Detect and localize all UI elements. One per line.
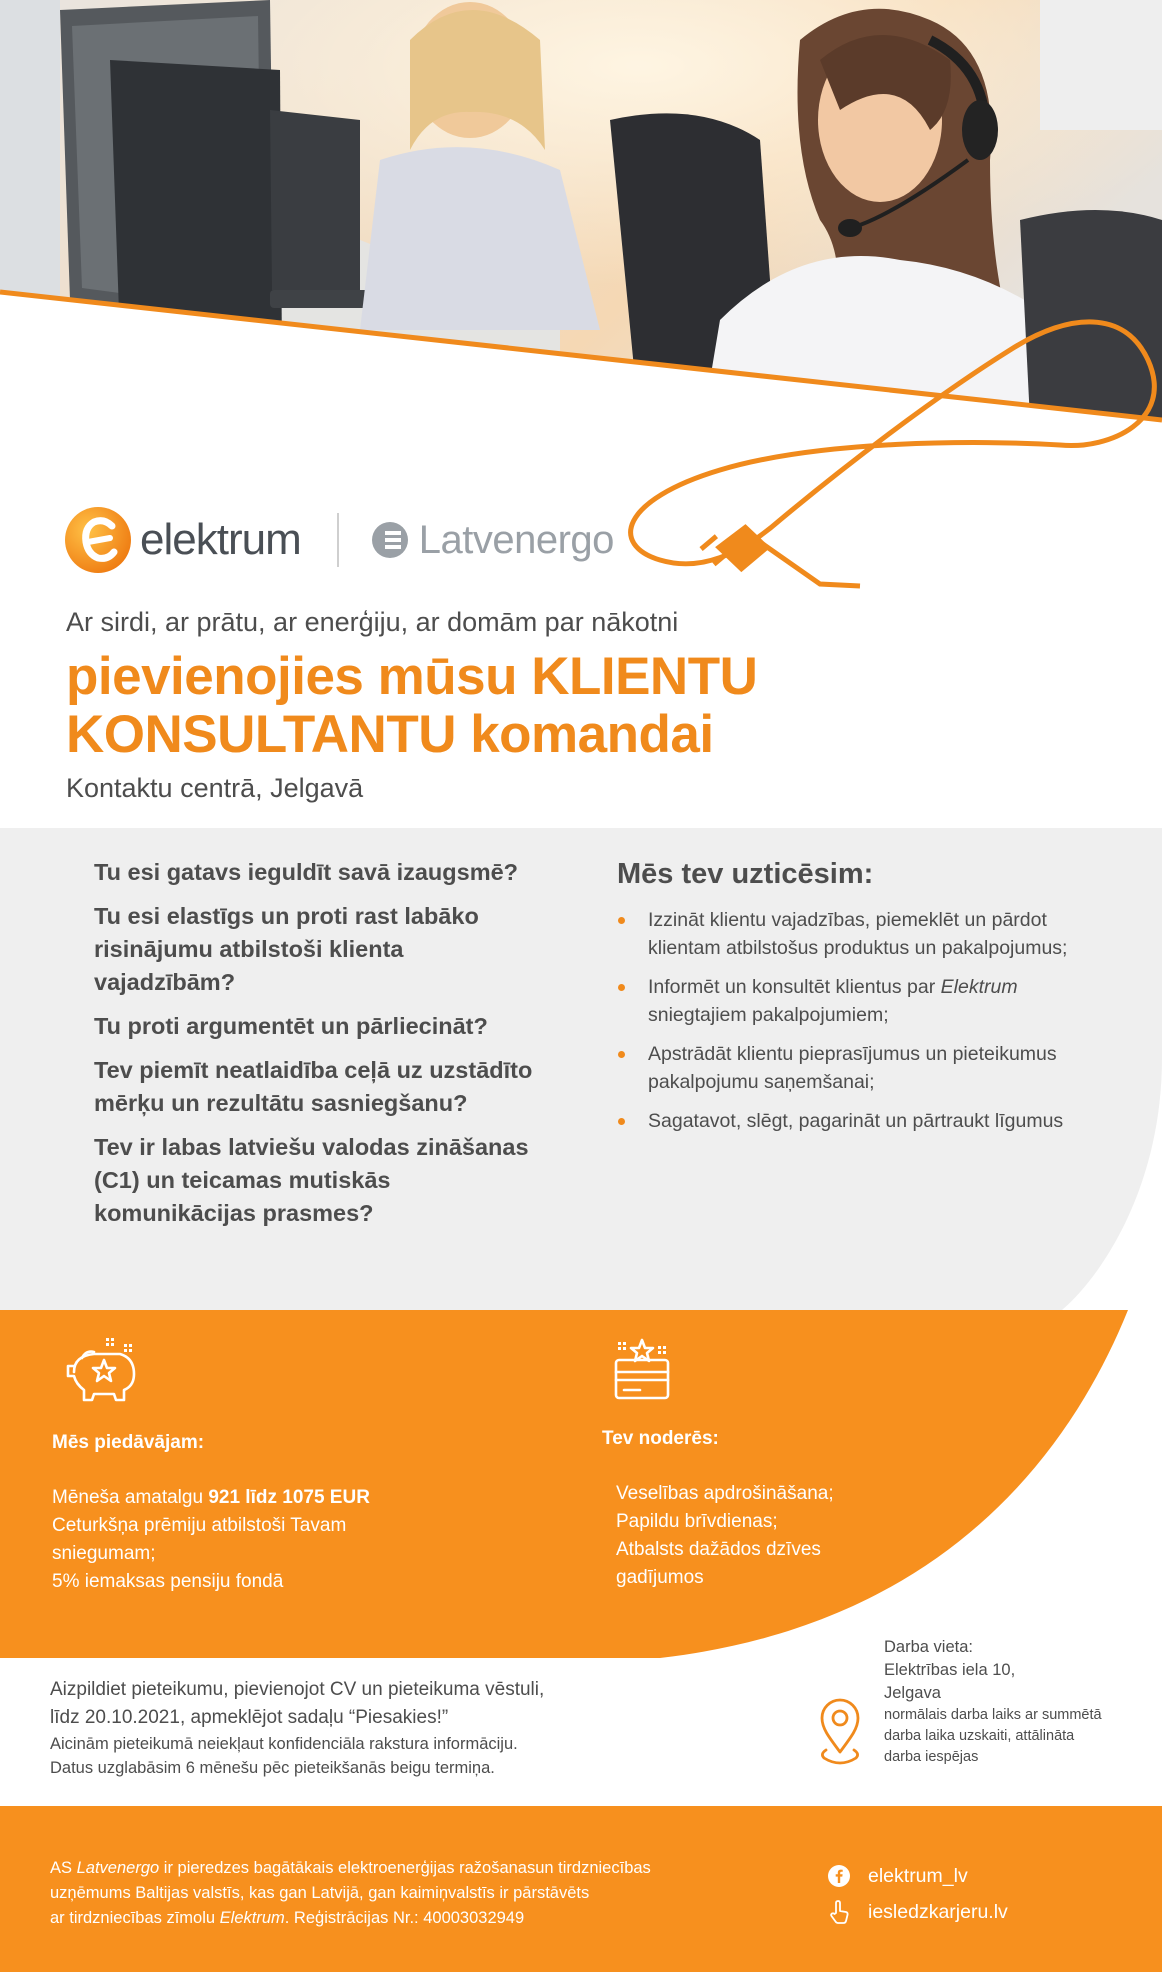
perk-line: gadījumos: [616, 1567, 704, 1588]
plug-icon: [699, 520, 770, 575]
job-location: Kontaktu centrā, Jelgavā: [66, 773, 364, 803]
footer-text: ir pieredzes bagātākais elektroenerģijas ražošanasun tirdzniecības: [159, 1859, 651, 1877]
title-line-2: KONSULTANTU komandai: [66, 705, 714, 764]
facebook-icon: [826, 1863, 852, 1889]
duty-item: Apstrādāt klientu pieprasījumus un pieteikumus pakalpojumu saņemšanai;: [617, 1040, 1097, 1096]
career-site-link[interactable]: [826, 1894, 1146, 1930]
piggy-bank-icon: [64, 1336, 144, 1408]
question-item: Tu esi elastīgs un proti rast labāko risinājumu atbilstoši klienta vajadzībām?: [94, 903, 479, 995]
question-item: Tu esi gatavs ieguldīt savā izaugsmē?: [94, 859, 519, 885]
elektrum-logo-text: elektrum: [140, 515, 301, 564]
offer-title: Mēs piedāvājam:: [52, 1432, 205, 1453]
footer-text: ar tirdzniecības zīmolu: [50, 1909, 220, 1927]
perks-title: Tev noderēs:: [602, 1428, 719, 1449]
facebook-link[interactable]: [826, 1858, 1146, 1894]
question-item: Tev piemīt neatlaidība ceļā uz uzstādīto mērķu un rezultātu sasniegšanu?: [94, 1057, 533, 1116]
facebook-handle: elektrum_lv: [868, 1864, 968, 1887]
workplace-note: darba laika uzskaiti, attālināta: [884, 1728, 1075, 1744]
perk-line: Papildu brīvdienas;: [616, 1511, 778, 1532]
workplace-note: normālais darba laiks ar summētā: [884, 1707, 1102, 1723]
perks-list: [616, 1480, 996, 1592]
latvenergo-logo-text: Latvenergo: [418, 517, 614, 562]
footer-about-line: [50, 1856, 770, 1881]
benefits-section: [0, 1310, 1162, 1658]
location-pin-icon: [818, 1698, 862, 1766]
workplace-address: Elektrības iela 10,: [884, 1661, 1016, 1679]
footer-about-line: uzņēmums Baltijas valstīs, kas gan Latvijā, gan kaimiņvalstīs ir pārstāvēts: [50, 1884, 590, 1902]
offer-line: Ceturkšņa prēmiju atbilstoši Tavam: [52, 1515, 347, 1536]
perk-line: Atbalsts dažādos dzīves: [616, 1539, 821, 1560]
duty-text: sniegtajiem pakalpojumiem;: [648, 1004, 889, 1026]
footer-text: . Reģistrācijas Nr.: 40003032949: [284, 1909, 525, 1927]
duties-title: Mēs tev uzticēsim:: [617, 858, 874, 890]
footer-company: Latvenergo: [76, 1859, 160, 1877]
offer-salary: [52, 1484, 472, 1512]
apply-note: Datus uzglabāsim 6 mēnešu pēc pieteikšanās beigu termiņa.: [50, 1759, 495, 1777]
offer-list: [52, 1484, 472, 1596]
workplace-city: Jelgava: [884, 1684, 941, 1702]
benefit-card-icon: [612, 1336, 672, 1402]
elektrum-logo-icon: [64, 506, 132, 574]
elektrum-logo: [64, 506, 301, 574]
apply-note: Aicinām pieteikumā neiekļaut konfidenciāla rakstura informāciju.: [50, 1735, 518, 1753]
title-line-1: pievienojies mūsu KLIENTU: [66, 647, 758, 706]
offer-salary-prefix: Mēneša amatalgu: [52, 1487, 209, 1508]
duty-item: Sagatavot, slēgt, pagarināt un pārtraukt līgumus: [617, 1107, 1097, 1135]
apply-line: Aizpildiet pieteikumu, pievienojot CV un pieteikuma vēstuli,: [50, 1679, 545, 1700]
latvenergo-logo: [371, 518, 614, 563]
footer-about-line: [50, 1906, 770, 1931]
offer-line: sniegumam;: [52, 1543, 156, 1564]
duty-item: Izzināt klientu vajadzības, piemeklēt un pārdot klientam atbilstošus produktus un pakalpojumus;: [617, 906, 1097, 962]
workplace-note: darba iespējas: [884, 1749, 979, 1765]
latvenergo-logo-icon: [371, 521, 409, 559]
logo-divider: [337, 513, 339, 567]
apply-instructions: [50, 1676, 610, 1780]
footer-text: AS: [50, 1859, 77, 1877]
apply-line: līdz 20.10.2021, apmeklējot sadaļu “Piesakies!”: [50, 1707, 449, 1728]
career-site-url: iesledzkarjeru.lv: [868, 1900, 1008, 1923]
offer-salary-value: 921 līdz 1075 EUR: [208, 1487, 370, 1508]
question-item: Tev ir labas latviešu valodas zināšanas (C1) un teicamas mutiskās komunikācijas prasmes?: [94, 1134, 529, 1226]
page-title: [66, 648, 966, 764]
perk-line: Veselības apdrošināšana;: [616, 1483, 834, 1504]
footer-about: [50, 1856, 770, 1931]
offer-line: 5% iemaksas pensiju fondā: [52, 1571, 284, 1592]
hand-pointer-icon: [826, 1899, 852, 1925]
headline-block: [66, 604, 966, 806]
footer-links: [826, 1858, 1146, 1930]
tagline: Ar sirdi, ar prātu, ar enerģiju, ar domām par nākotni: [66, 607, 679, 637]
duty-brand: Elektrum: [940, 976, 1018, 998]
workplace-label: Darba vieta:: [884, 1638, 973, 1656]
footer: [0, 1806, 1162, 1972]
logo-bar: [64, 502, 614, 578]
question-item: Tu proti argumentēt un pārliecināt?: [94, 1013, 488, 1039]
workplace-text: [884, 1636, 1134, 1768]
duty-text: Informēt un konsultēt klientus par: [648, 976, 941, 998]
footer-brand: Elektrum: [219, 1909, 285, 1927]
